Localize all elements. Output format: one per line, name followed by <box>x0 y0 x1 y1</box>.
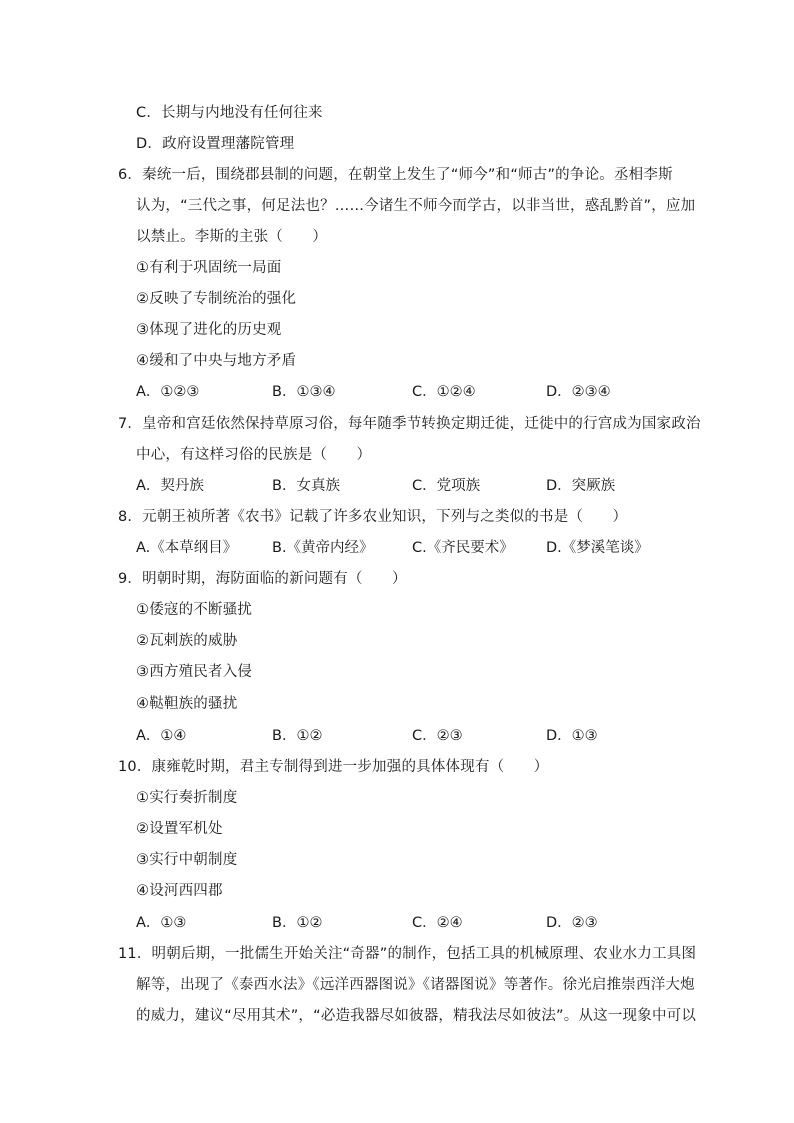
q6-statement-4: ④缓和了中央与地方矛盾 <box>136 353 297 369</box>
q10-option-c: C．②④ <box>412 915 463 931</box>
q9-option-c: C．②③ <box>412 728 463 744</box>
q6-option-a: A．①②③ <box>136 384 200 400</box>
q5-option-d: D．政府设置理藩院管理 <box>136 136 295 152</box>
q9-statement-3: ③西方殖民者入侵 <box>136 664 253 680</box>
question-6-line-1: 6．秦统一后，围绕郡县制的问题，在朝堂上发生了“师今”和“师古”的争论。丞相李斯 <box>118 167 673 183</box>
q10-statement-3: ③实行中朝制度 <box>136 852 238 868</box>
q9-option-a: A．①④ <box>136 728 187 744</box>
q10-option-d: D．②③ <box>546 915 598 931</box>
question-7-line-1: 7．皇帝和宫廷依然保持草原习俗，每年随季节转换定期迁徙，迁徙中的行宫成为国家政治 <box>118 416 701 432</box>
q5-option-c: C．长期与内地没有任何往来 <box>136 105 323 121</box>
q9-statement-2: ②瓦剌族的威胁 <box>136 633 238 649</box>
question-6-line-2: 认为，“三代之事，何足法也？……今诸生不师今而学古，以非当世，惑乱黔首”，应加 <box>136 198 696 214</box>
question-8-line-1: 8．元朝王祯所著《农书》记载了许多农业知识，下列与之类似的书是（ ） <box>118 509 628 525</box>
q8-option-b: B.《黄帝内经》 <box>272 540 374 556</box>
question-11-line-3: 的威力，建议“尽用其术”，“必造我器尽如彼器，精我法尽如彼法”。从这一现象中可以 <box>136 1008 697 1024</box>
question-6-line-3: 以禁止。李斯的主张（ ） <box>136 229 328 245</box>
q7-option-d: D．突厥族 <box>546 478 616 494</box>
q10-option-b: B．①② <box>272 915 323 931</box>
q7-option-b: B．女真族 <box>272 478 340 494</box>
q10-statement-1: ①实行奏折制度 <box>136 790 238 806</box>
question-11-line-1: 11．明朝后期，一批儒生开始关注“奇器”的制作，包括工具的机械原理、农业水力工具图 <box>118 946 697 962</box>
q7-option-a: A．契丹族 <box>136 478 204 494</box>
q6-option-d: D．②③④ <box>546 384 611 400</box>
q6-option-c: C．①②④ <box>412 384 476 400</box>
q9-statement-1: ①倭寇的不断骚扰 <box>136 602 253 618</box>
q8-option-d: D.《梦溪笔谈》 <box>546 540 649 556</box>
q6-statement-1: ①有利于巩固统一局面 <box>136 260 282 276</box>
q10-option-a: A．①③ <box>136 915 187 931</box>
q10-statement-4: ④设河西四郡 <box>136 883 223 899</box>
q9-statement-4: ④鞑靼族的骚扰 <box>136 696 238 712</box>
question-11-line-2: 解等，出现了《泰西水法》《远洋西器图说》《诸器图说》等著作。徐光启推崇西洋大炮 <box>136 977 695 993</box>
q9-option-b: B．①② <box>272 728 323 744</box>
q6-statement-3: ③体现了进化的历史观 <box>136 322 282 338</box>
q8-option-c: C.《齐民要术》 <box>412 540 514 556</box>
q6-statement-2: ②反映了专制统治的强化 <box>136 291 297 307</box>
q9-option-d: D．①③ <box>546 728 598 744</box>
question-7-line-2: 中心，有这样习俗的民族是（ ） <box>136 447 372 463</box>
q7-option-c: C．党项族 <box>412 478 481 494</box>
question-9-line-1: 9．明朝时期，海防面临的新问题有（ ） <box>118 571 407 587</box>
q10-statement-2: ②设置军机处 <box>136 821 223 837</box>
q6-option-b: B．①③④ <box>272 384 336 400</box>
question-10-line-1: 10．康雍乾时期，君主专制得到进一步加强的具体体现有（ ） <box>118 759 549 775</box>
q8-option-a: A.《本草纲目》 <box>136 540 238 556</box>
